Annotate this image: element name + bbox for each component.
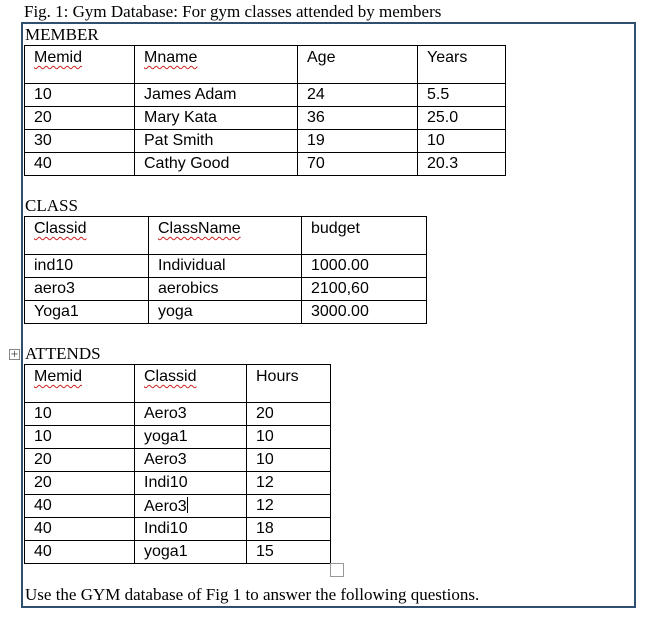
table-cell[interactable]: aerobics: [149, 278, 302, 301]
table-cell[interactable]: 12: [247, 472, 331, 495]
text-cursor: [187, 497, 188, 513]
table-cell[interactable]: Mary Kata: [135, 107, 298, 130]
table-cell[interactable]: 30: [25, 130, 135, 153]
table-cell[interactable]: 40: [25, 518, 135, 541]
attends-col-memid[interactable]: Memid: [25, 365, 135, 403]
member-col-mname[interactable]: Mname: [135, 46, 298, 84]
table-cell[interactable]: 36: [298, 107, 418, 130]
instruction-text: Use the GYM database of Fig 1 to answer the following questions.: [25, 585, 480, 604]
table-cell[interactable]: yoga1: [135, 426, 247, 449]
table-cell[interactable]: 12: [247, 495, 331, 518]
member-col-age[interactable]: Age: [298, 46, 418, 84]
attends-table: [24, 364, 331, 564]
class-title: CLASS: [25, 196, 78, 215]
table-cell[interactable]: 10: [247, 449, 331, 472]
table-cell[interactable]: 10: [247, 426, 331, 449]
member-col-memid[interactable]: Memid: [25, 46, 135, 84]
figure-caption: Fig. 1: Gym Database: For gym classes attended by members: [24, 2, 442, 21]
table-cell[interactable]: 2100,60: [302, 278, 427, 301]
table-cell[interactable]: 70: [298, 153, 418, 176]
table-row: [25, 403, 331, 426]
table-cell[interactable]: 40: [25, 541, 135, 564]
table-cell[interactable]: 10: [25, 426, 135, 449]
table-cell[interactable]: Aero3: [135, 403, 247, 426]
attends-col-classid[interactable]: Classid: [135, 365, 247, 403]
table-cell[interactable]: yoga1: [135, 541, 247, 564]
table-row: [25, 541, 331, 564]
table-cell[interactable]: 20: [25, 449, 135, 472]
member-table: [24, 45, 506, 176]
table-cell[interactable]: James Adam: [135, 84, 298, 107]
attends-col-hours[interactable]: Hours: [247, 365, 331, 403]
table-cell[interactable]: 40: [25, 495, 135, 518]
table-cell[interactable]: Pat Smith: [135, 130, 298, 153]
table-cell[interactable]: yoga: [149, 301, 302, 324]
move-handle-icon[interactable]: +: [10, 349, 19, 360]
class-col-budget[interactable]: budget: [302, 217, 427, 255]
table-cell[interactable]: 19: [298, 130, 418, 153]
table-row: [25, 518, 331, 541]
table-cell[interactable]: Indi10: [135, 472, 247, 495]
table-row: [25, 278, 427, 301]
table-row: [25, 130, 506, 153]
table-cell[interactable]: 18: [247, 518, 331, 541]
class-table: [24, 216, 427, 324]
table-cell[interactable]: Individual: [149, 255, 302, 278]
table-cell[interactable]: 5.5: [418, 84, 506, 107]
table-row: [25, 495, 331, 518]
table-cell[interactable]: Yoga1: [25, 301, 149, 324]
attends-title: ATTENDS: [25, 344, 101, 363]
table-cell[interactable]: 10: [25, 84, 135, 107]
table-cell[interactable]: 20: [247, 403, 331, 426]
member-title: MEMBER: [25, 25, 99, 44]
table-cell[interactable]: Aero3: [135, 495, 247, 518]
class-col-classid[interactable]: Classid: [25, 217, 149, 255]
table-cell[interactable]: 20: [25, 472, 135, 495]
table-cell[interactable]: 1000.00: [302, 255, 427, 278]
table-cell[interactable]: Cathy Good: [135, 153, 298, 176]
attends-header-row: [25, 365, 331, 403]
class-col-classname[interactable]: ClassName: [149, 217, 302, 255]
table-cell[interactable]: Indi10: [135, 518, 247, 541]
member-col-years[interactable]: Years: [418, 46, 506, 84]
table-row: [25, 255, 427, 278]
table-cell[interactable]: 10: [25, 403, 135, 426]
resize-handle-icon[interactable]: [330, 563, 344, 577]
table-cell[interactable]: aero3: [25, 278, 149, 301]
table-cell[interactable]: 10: [418, 130, 506, 153]
table-cell[interactable]: 15: [247, 541, 331, 564]
table-cell[interactable]: 40: [25, 153, 135, 176]
table-row: [25, 84, 506, 107]
table-cell[interactable]: 24: [298, 84, 418, 107]
table-row: [25, 301, 427, 324]
table-row: [25, 153, 506, 176]
table-row: [25, 449, 331, 472]
table-cell[interactable]: Aero3: [135, 449, 247, 472]
table-row: [25, 426, 331, 449]
table-cell[interactable]: 3000.00: [302, 301, 427, 324]
class-header-row: [25, 217, 427, 255]
table-cell[interactable]: 20.3: [418, 153, 506, 176]
table-cell[interactable]: 25.0: [418, 107, 506, 130]
table-cell[interactable]: 20: [25, 107, 135, 130]
table-cell[interactable]: ind10: [25, 255, 149, 278]
member-header-row: [25, 46, 506, 84]
table-row: [25, 107, 506, 130]
table-row: [25, 472, 331, 495]
